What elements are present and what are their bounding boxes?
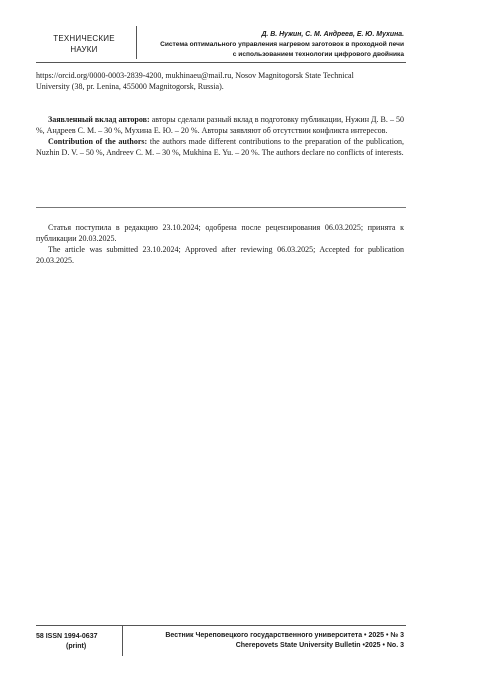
contribution-ru-text: авторы сделали разный вклад в подготовку публикации, Нужин Д. В. – 50 %, Андреев С. М. – 30 %, Мухина Е. Ю. – 20 %. Авторы заявляют об отсутствии конфликта интересов. bbox=[36, 115, 405, 135]
print-label: (print) bbox=[66, 643, 87, 650]
affiliation-line2: University (38, pr. Lenina, 455000 Magnitogorsk, Russia). bbox=[36, 82, 224, 91]
journal-name-en: Cherepovets State University Bulletin •2025 • No. 3 bbox=[235, 642, 404, 649]
section-label bbox=[44, 33, 124, 55]
section-label-line2: НАУКИ bbox=[70, 45, 98, 54]
contribution-ru-label: Заявленный вклад авторов: bbox=[48, 115, 150, 124]
article-history bbox=[36, 222, 404, 266]
page-number-issn bbox=[36, 632, 122, 652]
section-divider bbox=[36, 207, 406, 208]
contribution-ru bbox=[36, 114, 404, 136]
contribution-en-text: the authors made different contributions to the preparation of the publication, Nuzhin D. V. – 50 %, Andreev C. M. – 30 %, Mukhina E. Yu. – 20 %. The authors declare no conflicts of interests. bbox=[36, 137, 404, 157]
author-affiliation bbox=[36, 70, 404, 92]
contribution-en bbox=[36, 136, 404, 158]
contribution-en-label: Contribution of the authors: bbox=[48, 137, 148, 146]
section-label-line1: ТЕХНИЧЕСКИЕ bbox=[53, 34, 115, 43]
footer-divider-vertical bbox=[122, 626, 123, 656]
footer-divider bbox=[36, 625, 406, 626]
header-divider-vertical bbox=[136, 26, 137, 59]
history-en: The article was submitted 23.10.2024; Approved after reviewing 06.03.2025; Accepted for publication 20.03.2025. bbox=[36, 245, 404, 265]
contribution-section bbox=[36, 114, 404, 158]
running-title-line1: Система оптимального управления нагревом заготовок в проходной печи bbox=[160, 41, 404, 48]
affiliation-line1: https://orcid.org/0000-0003-2839-4200, mukhinaeu@mail.ru, Nosov Magnitogorsk State Technical bbox=[36, 71, 354, 80]
issn: 58 ISSN 1994-0637 bbox=[36, 633, 98, 640]
history-ru: Статья поступила в редакцию 23.10.2024; одобрена после рецензирования 06.03.2025; принята к публикации 20.03.2025. bbox=[36, 223, 404, 243]
journal-name-ru: Вестник Череповецкого государственного университета • 2025 • № 3 bbox=[165, 632, 404, 639]
header-divider bbox=[36, 62, 406, 63]
running-authors: Д. В. Нужин, С. М. Андреев, Е. Ю. Мухина. bbox=[261, 31, 404, 38]
running-title-line2: с использованием технологии цифрового двойника bbox=[232, 51, 404, 58]
running-title bbox=[140, 30, 404, 60]
journal-name bbox=[126, 631, 404, 651]
